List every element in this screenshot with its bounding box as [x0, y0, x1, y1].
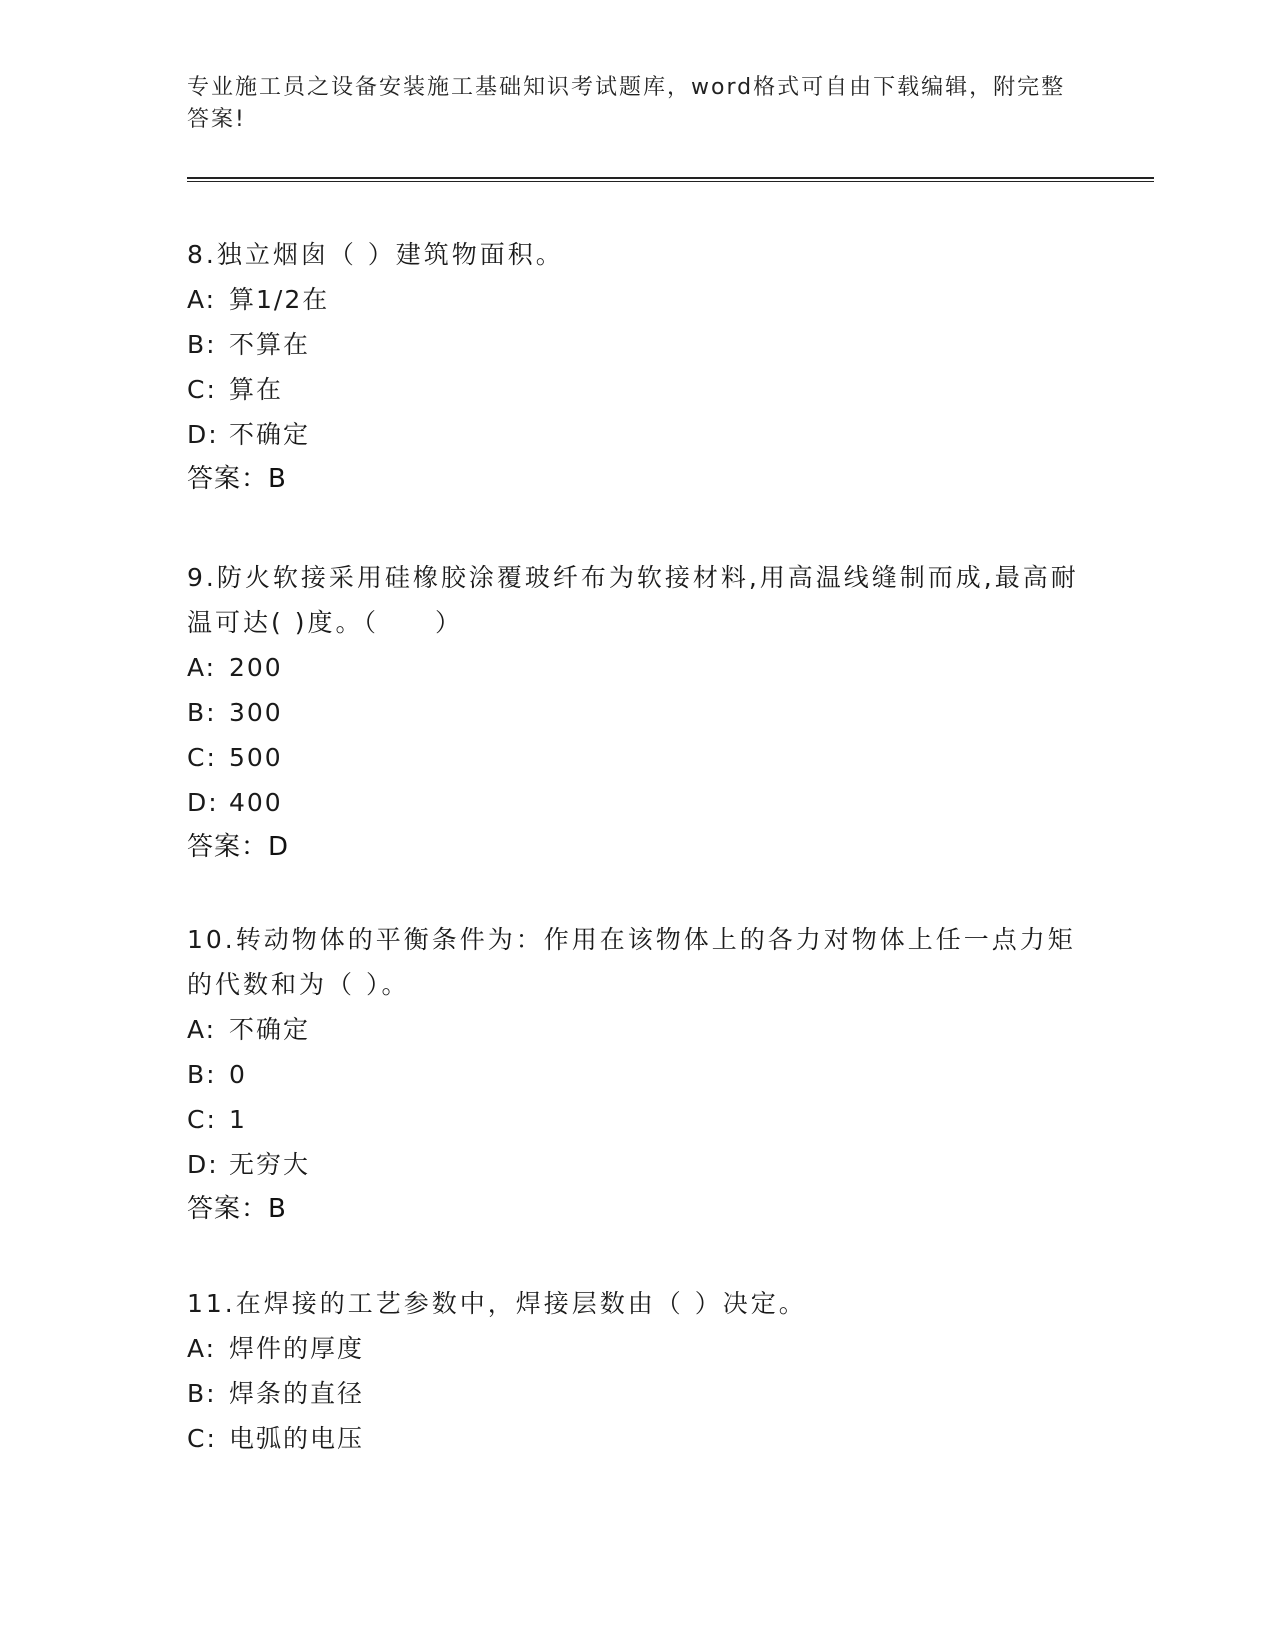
option-key: B: — [187, 1379, 217, 1408]
answer-line: 答案：D — [187, 832, 290, 862]
option-text: 不算在 — [229, 330, 311, 359]
question-stem: 9.防火软接采用硅橡胶涂覆玻纤布为软接材料,用高温线缝制而成,最高耐温可达( )度。（ ） — [187, 563, 1079, 637]
option-key: D: — [187, 788, 219, 817]
option-key: B: — [187, 1060, 217, 1089]
option-text: 焊件的厚度 — [229, 1334, 365, 1363]
option-a — [187, 1007, 1087, 1052]
question-9 — [187, 555, 1087, 870]
option-key: A: — [187, 285, 217, 314]
option-c — [187, 1097, 1087, 1142]
question-8 — [187, 232, 1087, 502]
option-text: 0 — [229, 1060, 247, 1089]
question-stem: 11.在焊接的工艺参数中，焊接层数由（ ）决定。 — [187, 1289, 807, 1318]
option-a — [187, 1326, 1087, 1371]
question-stem: 10.转动物体的平衡条件为：作用在该物体上的各力对物体上任一点力矩的代数和为（ ）。 — [187, 925, 1076, 999]
option-text: 无穷大 — [229, 1150, 311, 1179]
option-text: 400 — [229, 788, 283, 817]
option-d — [187, 780, 1087, 825]
answer-line: 答案：B — [187, 464, 287, 494]
question-10 — [187, 917, 1087, 1232]
option-text: 500 — [229, 743, 283, 772]
option-text: 300 — [229, 698, 283, 727]
option-key: A: — [187, 653, 217, 682]
option-key: A: — [187, 1015, 217, 1044]
option-key: B: — [187, 330, 217, 359]
option-key: D: — [187, 1150, 219, 1179]
option-key: D: — [187, 420, 219, 449]
option-key: A: — [187, 1334, 217, 1363]
header-divider-thin — [187, 181, 1154, 182]
option-text: 算在 — [229, 375, 284, 404]
option-b — [187, 690, 1087, 735]
option-text: 电弧的电压 — [229, 1424, 365, 1453]
question-stem: 8.独立烟囱（ ）建筑物面积。 — [187, 240, 564, 269]
option-d — [187, 412, 1087, 457]
option-text: 不确定 — [229, 420, 311, 449]
option-text: 200 — [229, 653, 283, 682]
option-key: C: — [187, 375, 217, 404]
option-text: 焊条的直径 — [229, 1379, 365, 1408]
option-c — [187, 367, 1087, 412]
option-text: 1 — [229, 1105, 247, 1134]
option-key: B: — [187, 698, 217, 727]
option-d — [187, 1142, 1087, 1187]
question-11 — [187, 1281, 1087, 1461]
option-b — [187, 322, 1087, 367]
option-b — [187, 1052, 1087, 1097]
option-c — [187, 1416, 1087, 1461]
option-a — [187, 645, 1087, 690]
option-key: C: — [187, 1105, 217, 1134]
option-c — [187, 735, 1087, 780]
option-a — [187, 277, 1087, 322]
option-b — [187, 1371, 1087, 1416]
option-key: C: — [187, 1424, 217, 1453]
document-header: 专业施工员之设备安装施工基础知识考试题库，word格式可自由下载编辑，附完整答案! — [187, 75, 1066, 132]
answer-line: 答案：B — [187, 1194, 287, 1224]
option-text: 算1/2在 — [229, 285, 330, 314]
option-key: C: — [187, 743, 217, 772]
option-text: 不确定 — [229, 1015, 311, 1044]
header-divider — [187, 177, 1154, 179]
